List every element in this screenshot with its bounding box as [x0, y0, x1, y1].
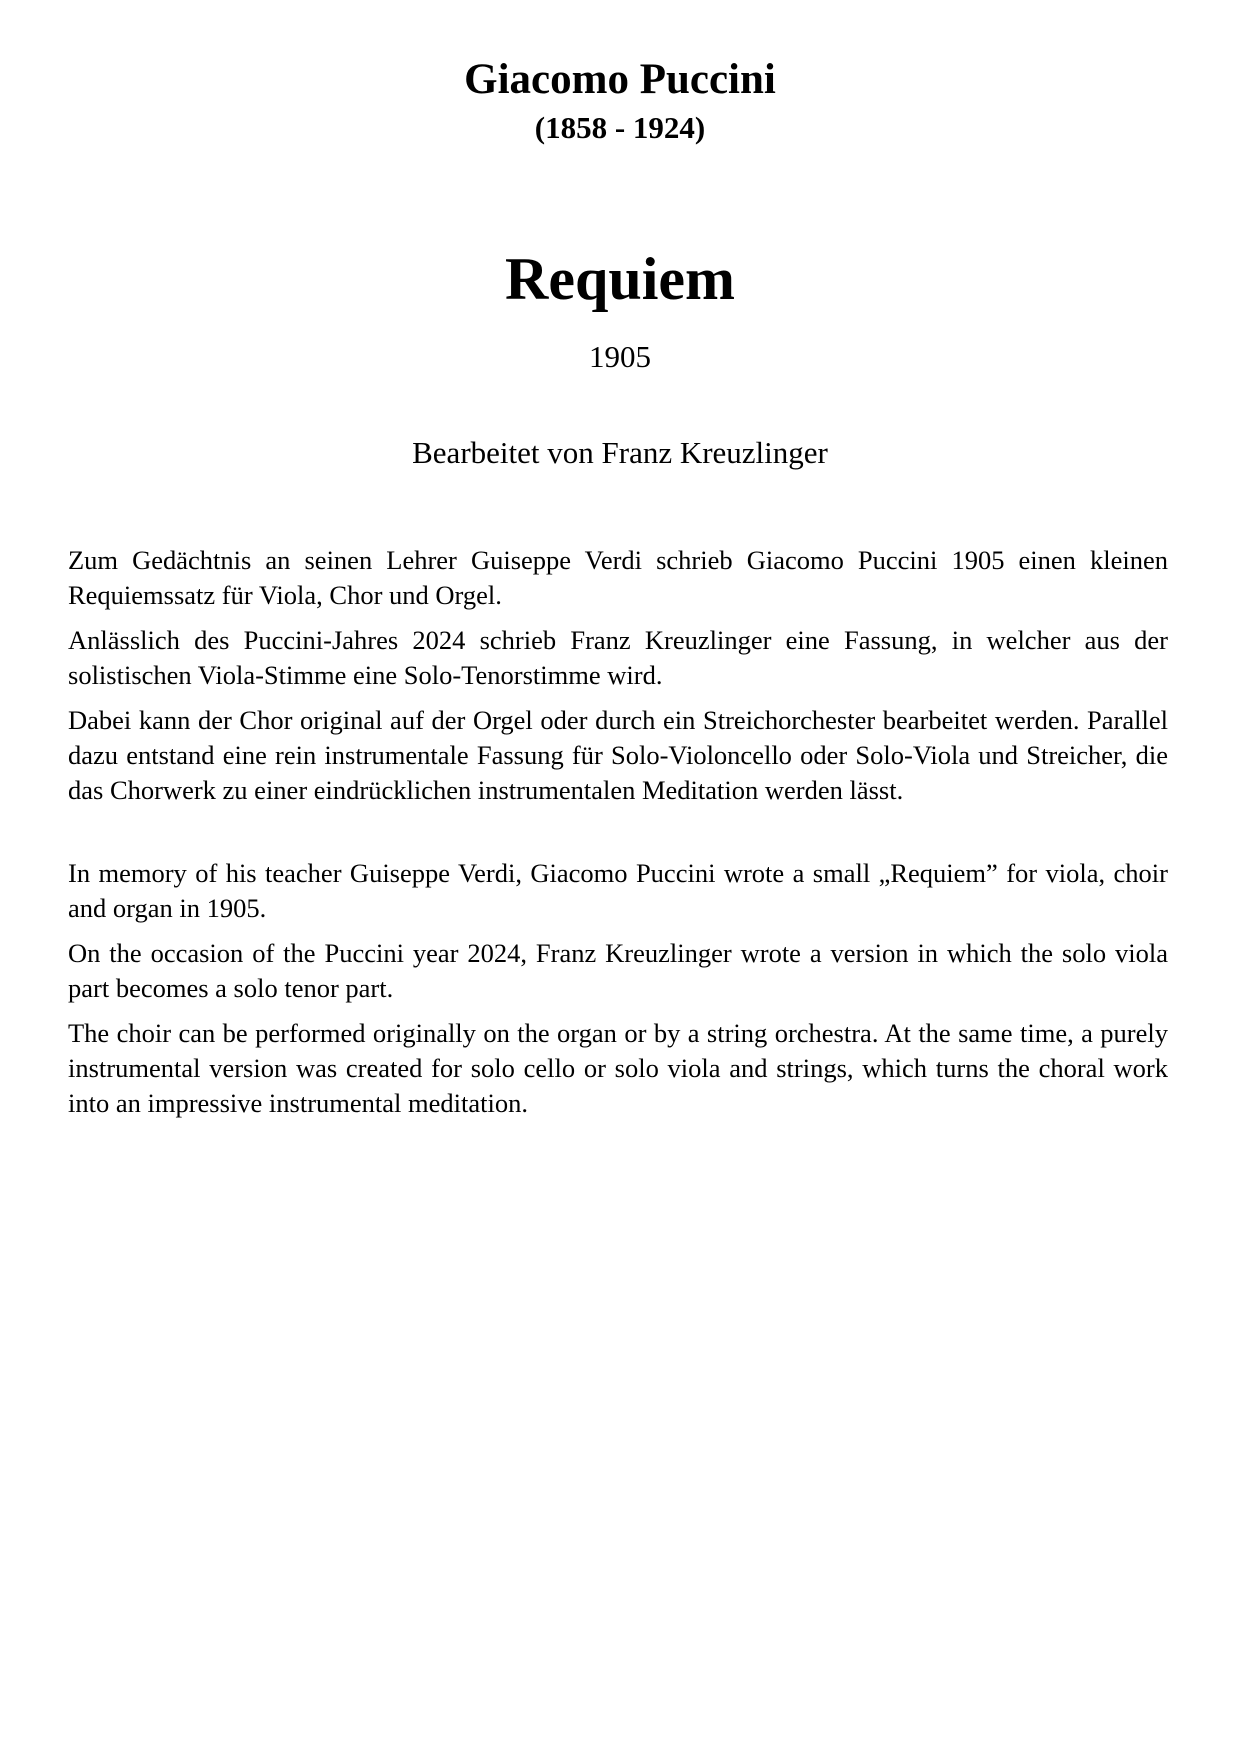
- paragraph-de-1: Zum Gedächtnis an seinen Lehrer Guiseppe Verdi schrieb Giacomo Puccini 1905 einen kleinen Requiemssatz für Viola, Chor und Orgel.: [68, 544, 1168, 610]
- paragraph-de-3: Dabei kann der Chor original auf der Orgel oder durch ein Streichorchester bearbeitet werden. Parallel dazu entstand eine rein instrumentale Fassung für Solo-Violoncello oder Solo-Viola und Streicher, die das Chorwerk zu einer eindrücklichen instrumentalen Meditation werden lässt.: [68, 704, 1168, 805]
- german-preface: [68, 543, 1168, 808]
- paragraph-en-1: In memory of his teacher Guiseppe Verdi, Giacomo Puccini wrote a small „Requiem” for viola, choir and organ in 1905.: [68, 857, 1168, 923]
- paragraph-de-2: Anlässlich des Puccini-Jahres 2024 schrieb Franz Kreuzlinger eine Fassung, in welcher aus der solistischen Viola-Stimme eine Solo-Tenorstimme wird.: [68, 624, 1168, 690]
- english-preface: [68, 856, 1168, 1121]
- composer-dates: (1858 - 1924): [534, 110, 706, 146]
- paragraph-en-3: The choir can be performed originally on the organ or by a string orchestra. At the same time, a purely instrumental version was created for solo cello or solo viola and strings, which turns the choral work into an impressive instrumental meditation.: [68, 1017, 1168, 1118]
- work-year: 1905: [589, 339, 651, 375]
- paragraph-en-2: On the occasion of the Puccini year 2024, Franz Kreuzlinger wrote a version in which the solo viola part becomes a solo tenor part.: [68, 937, 1168, 1003]
- work-title: Requiem: [505, 246, 735, 313]
- composer-name: Giacomo Puccini: [464, 56, 776, 103]
- title-header: [0, 56, 1240, 471]
- arranger-line: Bearbeitet von Franz Kreuzlinger: [412, 434, 828, 470]
- preface-text: [0, 543, 1240, 1121]
